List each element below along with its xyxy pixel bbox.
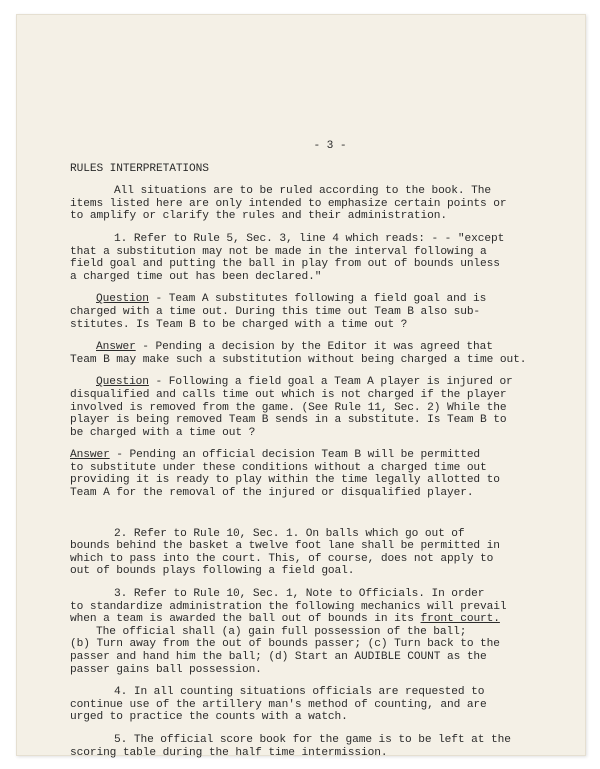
front-court-underlined: front court. <box>420 613 500 626</box>
document-body <box>70 140 540 769</box>
intro-paragraph: All situations are to be ruled according to the book. The items listed here are only intended to emphasize certain points or to amplify or clarify the rules and their administration. <box>70 185 507 223</box>
answer-label: Answer <box>70 449 110 462</box>
item-5-paragraph: 5. The official score book for the game is to be left at the scoring table during the half time intermission. <box>70 733 511 759</box>
document-page <box>16 14 586 759</box>
item-1-paragraph: 1. Refer to Rule 5, Sec. 3, line 4 which reads: - - "except that a substitution may not be made in the interval following a field goal and putting the ball in play from out of bounds unless a charged time out has been declared." <box>70 232 505 283</box>
item-3-paragraph: 3. Refer to Rule 10, Sec. 1, Note to Officials. In order to standardize administration the following mechanics will prevail when a team is awarded the ball out of bounds in its front court. The official shall (a) gain full possession of the ball; (b) Turn away from the out of bounds passer; (c) Turn back to the passer and hand him the ball; (d) Start an AUDIBLE COUNT as the passer gains ball possession. <box>70 588 507 676</box>
document-heading: RULES INTERPRETATIONS <box>70 162 209 175</box>
answer-1-paragraph: Answer - Pending a decision by the Editor it was agreed that Team B may make such a substitution without being charged a time out. <box>70 341 527 366</box>
page-number: - 3 - <box>313 140 347 152</box>
item-4-paragraph: 4. In all counting situations officials are requested to continue use of the artillery man's method of counting, and are urged to practice the counts with a watch. <box>70 686 487 724</box>
question-label: Question <box>96 293 149 306</box>
question-2-paragraph: Question - Following a field goal a Team A player is injured or disqualified and calls time out which is not charged if the player involved is removed from the game. (See Rule 11, Sec. 2) While the player is being removed Team B sends in a substitute. Is Team B to be charged with a time out ? <box>70 376 513 439</box>
answer-label: Answer <box>96 341 136 354</box>
question-1-paragraph: Question - Team A substitutes following a field goal and is charged with a time out. During this time out Team B also sub- stitutes. Is Team B to be charged with a time out ? <box>70 293 487 331</box>
item-2-paragraph: 2. Refer to Rule 10, Sec. 1. On balls which go out of bounds behind the basket a twelve foot lane shall be permitted in which to pass into the court. This, of course, does not apply to out of bounds plays following a field goal. <box>70 527 500 578</box>
question-label: Question <box>96 376 149 389</box>
answer-2-paragraph: Answer - Pending an official decision Team B will be permitted to substitute under these conditions without a charged time out providing it is ready to play within the time legally allotted to Team A for the removal of the injured or disqualified player. <box>70 449 500 500</box>
